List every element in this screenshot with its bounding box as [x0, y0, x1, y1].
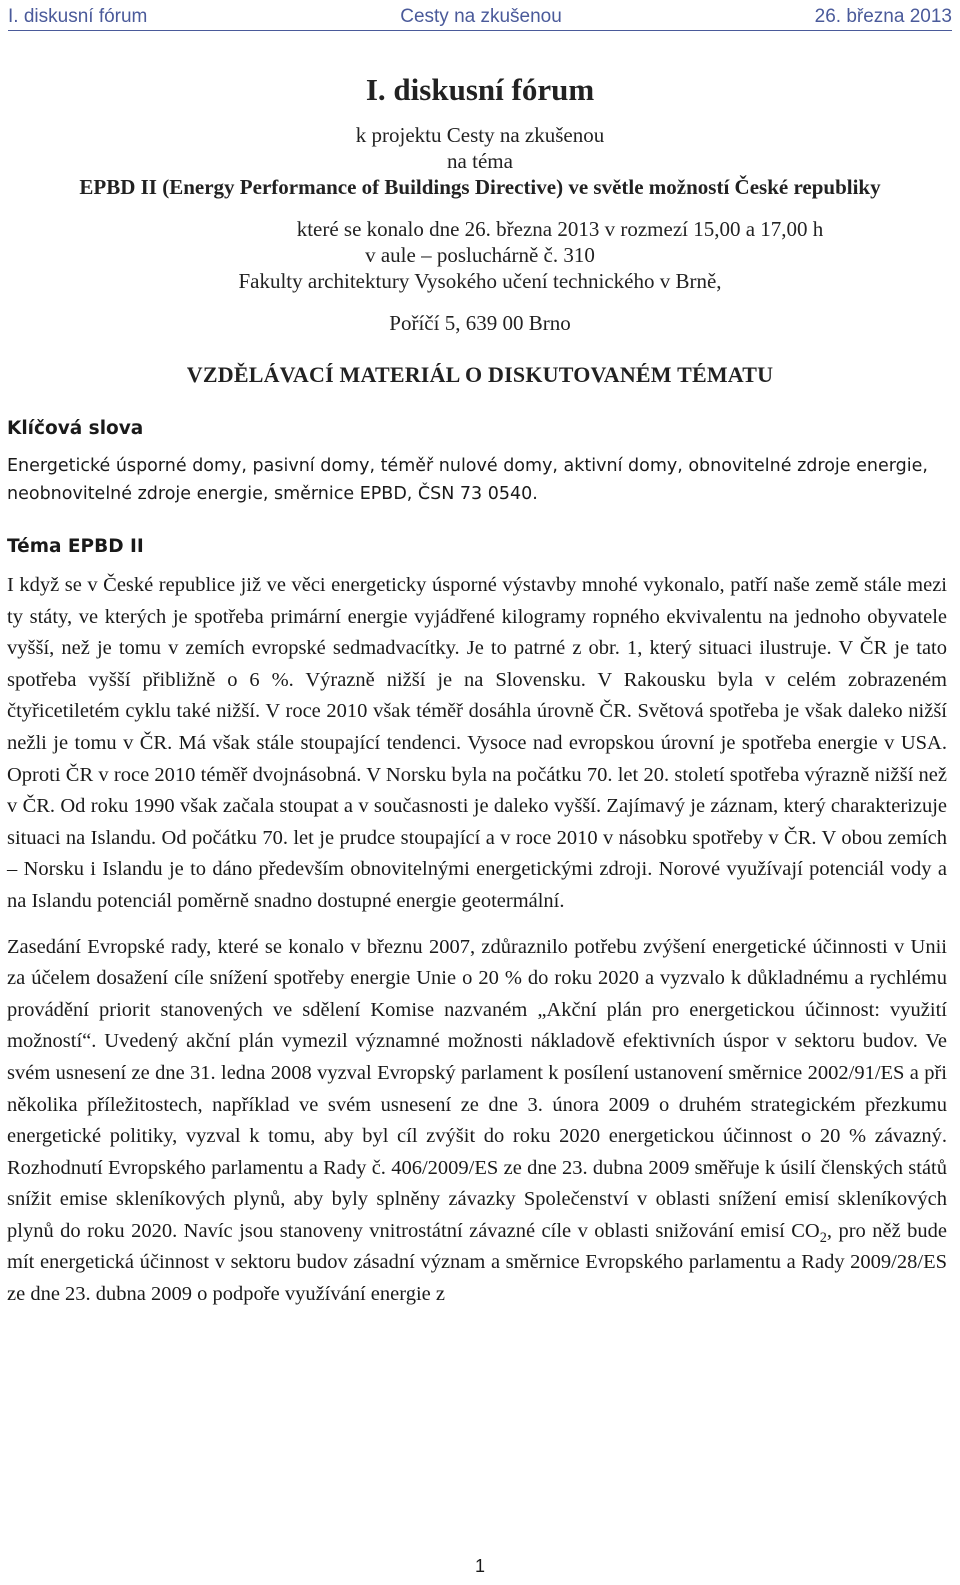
- running-header: [8, 2, 952, 31]
- header-project-name: Cesty na zkušenou: [400, 6, 562, 27]
- paragraph-2-text-b: , pro něž bude mít energetická účinnost v sektoru budov zásadní význam a směrnice Evropského parlamentu a Rady 2009/28/ES ze dne 23. dubna 2009 o podpoře využívání energie z: [7, 1219, 947, 1306]
- title-venue-line: v aule – posluchárně č. 310: [365, 243, 595, 267]
- keywords-text: Energetické úsporné domy, pasivní domy, téměř nulové domy, aktivní domy, obnovitelné zdroje energie, neobnovitelné zdroje energie, směrnice EPBD, ČSN 73 0540.: [7, 456, 928, 504]
- title-topic-label: na téma: [447, 149, 513, 173]
- topic-paragraph-1: I když se v České republice již ve věci energeticky úsporné výstavby mnohé vykonalo, patří naše země stále mezi ty státy, ve kterých je spotřeba primární energie vyjádřené kilogramy ropného ekvivalentu na jednoho obyvatele vyšší, než je tomu v zemích evropské sedmadvacítky. Je to patrné z obr. 1, který situaci ilustruje. V ČR je tato spotřeba vyšší přibližně o 6 %. Výrazně nižší je na Slovensku. V Rakousku byla v celém zobrazeném čtyřicetiletém cyklu také nižší. V roce 2010 však téměř dosáhla úrovně ČR. Světová spotřeba je však daleko nižší nežli je tomu v ČR. Má však stále stoupající tendenci. Vysoce nad evropskou úrovní je spotřeba energie v USA. Oproti ČR v roce 2010 téměř dvojnásobná. V Norsku byla na počátku 70. let 20. století spotřeba výrazně nižší než v ČR. Od roku 1990 však začala stoupat a v současnosti je daleko vyšší. Zajímavý je záznam, který charakterizuje situaci na Islandu. Od počátku 70. let je prudce stoupající a v roce 2010 v násobku spotřeby v ČR. V obou zemích – Norsku i Islandu je to dáno především obnovitelnými energetickými zdroji. Norové využívají potenciál vody a na Islandu potenciál poměrně snadno dostupné energie geotermální.: [7, 574, 947, 912]
- title-project-line: k projektu Cesty na zkušenou: [355, 123, 605, 147]
- body-text: [7, 418, 947, 1311]
- title-faculty-line: Fakulty architektury Vysokého učení technického v Brně,: [238, 269, 722, 293]
- section-heading: VZDĚLÁVACÍ MATERIÁL O DISKUTOVANÉM TÉMATU: [186, 362, 774, 387]
- document-title: I. diskusní fórum: [365, 72, 595, 107]
- topic-heading: Téma EPBD II: [7, 536, 144, 557]
- header-date: 26. března 2013: [814, 6, 952, 27]
- title-date-line: které se konalo dne 26. března 2013 v rozmezí 15,00 a 17,00 h: [296, 217, 824, 241]
- keywords-heading: Klíčová slova: [7, 418, 144, 439]
- topic-paragraph-2: [7, 932, 947, 1311]
- paragraph-2-text-a: Zasedání Evropské rady, které se konalo v březnu 2007, zdůraznilo potřebu zvýšení energetické účinnosti v Unii za účelem dosažení cíle snížení spotřeby energie Unie o 20 % do roku 2020 a vyzvalo k důkladnému a rychlému provádění priorit stanovených ve sdělení Komise nazvaném „Akční plán pro energetickou účinnost: využití možností“. Uvedený akční plán vymezil významné možnosti nákladově efektivních úspor v sektoru budov. Ve svém usnesení ze dne 31. ledna 2008 vyzval Evropský parlament k posílení ustanovení směrnice 2002/91/ES a při několika příležitostech, například ve svém usnesení ze dne 3. února 2009 o druhém strategickém přezkumu energetické politiky, vyzval k tomu, aby byl cíl zvýšit do roku 2020 energetickou účinnost o 20 % závazný. Rozhodnutí Evropského parlamentu a Rady č. 406/2009/ES ze dne 23. dubna 2009 směřuje k úsilí členských států snížit emise skleníkových plynů, aby byly splněny závazky Společenství v oblasti snížení emisí skleníkových plynů do roku 2020. Navíc jsou stanoveny vnitrostátní závazné cíle v oblasti snižování emisí CO: [7, 935, 947, 1242]
- co2-subscript: 2: [819, 1229, 827, 1246]
- page-number: 1: [474, 1556, 485, 1576]
- header-forum-name: I. diskusní fórum: [8, 6, 148, 27]
- title-block: [0, 72, 960, 388]
- title-topic: EPBD II (Energy Performance of Buildings Directive) ve světle možností České republiky: [79, 175, 881, 199]
- title-address-line: Poříčí 5, 639 00 Brno: [389, 311, 571, 335]
